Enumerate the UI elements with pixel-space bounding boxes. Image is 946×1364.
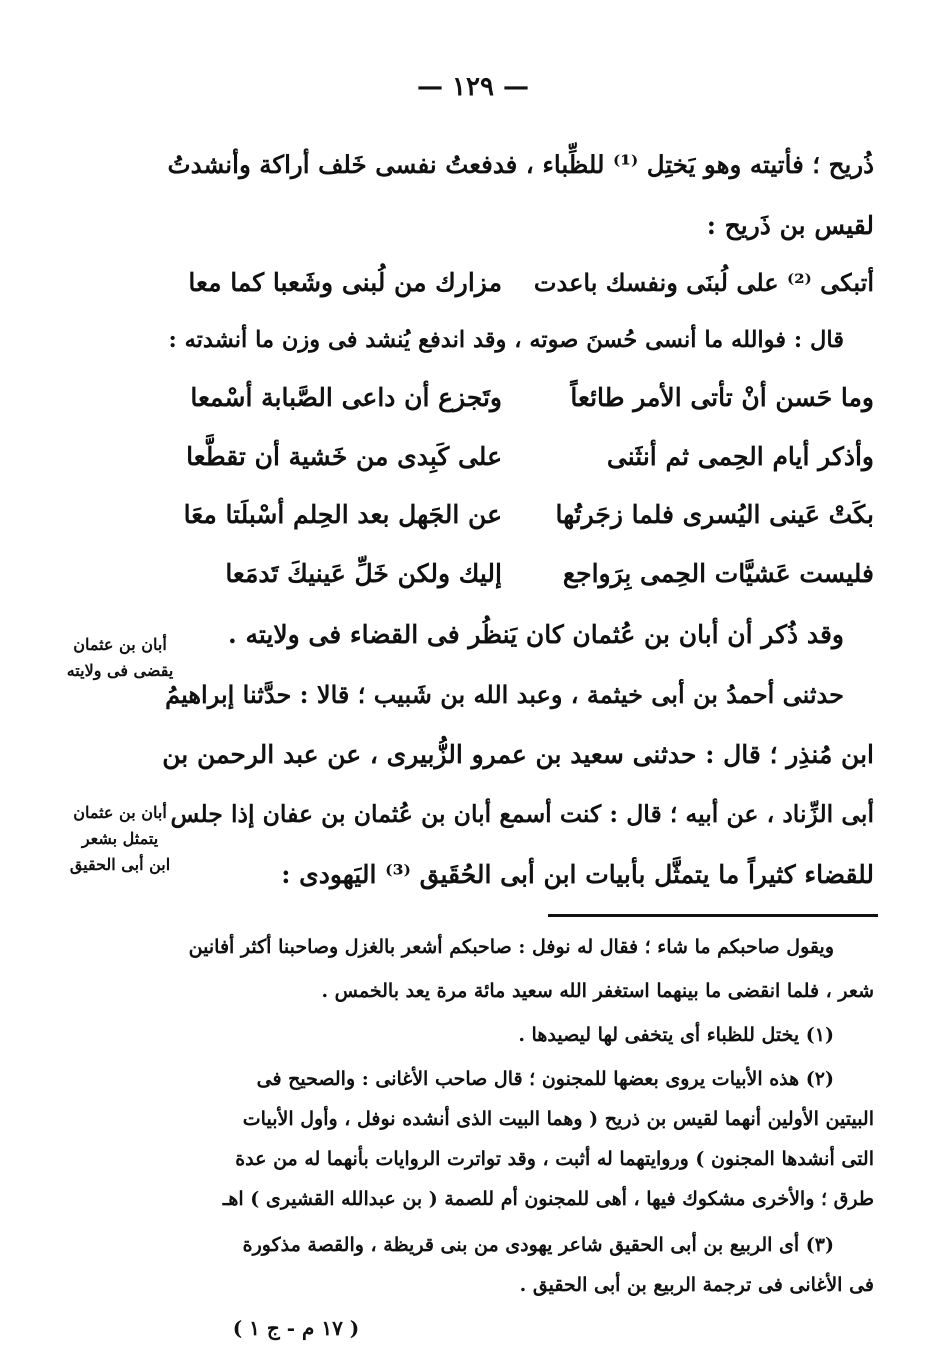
prose-line-2: لقيس بن ذَريح : — [706, 211, 874, 240]
verse-1-second-hemistich: مزارك من لُبنى وشَعبا كما معا — [188, 268, 502, 297]
margin-note-line: يتمثل بشعر — [81, 829, 159, 848]
verse-3-second-hemistich: على كَبِدى من خَشية أن تقطَّعا — [186, 442, 502, 471]
verse-5-second-hemistich: إليك ولكن خَلِّ عَينيكَ تَدمَعا — [225, 559, 502, 588]
verse-1-first-hemistich: أتبكى ⁽²⁾ على لُبنَى ونفسك باعدت — [533, 268, 874, 297]
footnote-continuation-2: شعر ، فلما انقضى ما بينهما استغفر الله سعيد مائة مرة يعد بالخمس . — [321, 980, 874, 1002]
verse-2-second-hemistich: وتَجزع أن داعى الصَّبابة أسْمعا — [190, 383, 502, 412]
verse-5-first-hemistich: فليست عَشيَّات الحِمى بِرَواجع — [562, 559, 874, 588]
footnote-continuation-1: ويقول صاحبكم ما شاء ؛ فقال له نوفل : صاحبكم أشعر بالغزل وصاحبنا أكثر أفانين — [188, 936, 834, 958]
footnote-2-line-1: (٢) هذه الأبيات يروى بعضها للمجنون ؛ قال صاحب الأغانى : والصحيح فى — [256, 1068, 834, 1090]
prose-line-isnad-3: أبى الزِّناد ، عن أبيه ؛ قال : كنت أسمع أبان بن عُثمان بن عفان إذا جلس — [170, 800, 874, 828]
verse-1 — [162, 268, 874, 312]
prose-line-aban: وقد ذُكر أن أبان بن عُثمان كان يَنظُر فى القضاء فى ولايته . — [228, 620, 844, 649]
verse-3 — [162, 442, 874, 486]
prose-line-isnad-1: حدثنى أحمدُ بن أبى خيثمة ، وعبد الله بن شَبيب ؛ قالا : حدَّثنا إبراهيمُ — [165, 680, 844, 709]
margin-note-1 — [60, 632, 180, 684]
verse-5 — [162, 559, 874, 603]
margin-note-line: يقضى فى ولايته — [66, 661, 174, 680]
signature-mark: ( ١٧ م - ج ١ ) — [232, 1316, 360, 1340]
footnote-2-line-2: البيتين الأولين أنهما لقيس بن ذريح ( وهما البيت الذى أنشده نوفل ، وأول الأبيات — [242, 1108, 874, 1130]
page-number: — ١٢٩ — — [416, 72, 530, 102]
verse-2-first-hemistich: وما حَسن أنْ تأتى الأمر طائعاً — [570, 383, 874, 412]
verse-2 — [162, 383, 874, 427]
margin-note-2 — [60, 800, 180, 878]
verse-4-second-hemistich: عن الجَهل بعد الحِلم أسْبلَتا معَا — [183, 500, 502, 529]
footnote-2-line-3: التى أنشدها المجنون ) وروايتهما له أثبت ، وقد تواترت الروايات بأنهما له من عدة — [235, 1148, 874, 1170]
prose-line-1: ذُريح ؛ فأتيته وهو يَختِل ⁽¹⁾ للظِّباء ، فدفعتُ نفسى خَلف أراكة وأنشدتُ — [167, 150, 874, 179]
verse-4 — [162, 500, 874, 544]
margin-note-line: ابن أبى الحقيق — [69, 855, 171, 874]
prose-line-isnad-4: للقضاء كثيراً ما يتمثَّل بأبيات ابن أبى الحُقَيق ⁽³⁾ اليَهودى : — [281, 860, 874, 889]
margin-note-line: أبان بن عثمان — [73, 635, 167, 654]
prose-line-isnad-2: ابن مُنذِر ؛ قال : حدثنى سعيد بن عمرو الزُّبيرى ، عن عبد الرحمن بن — [162, 740, 874, 769]
footnote-separator — [548, 914, 878, 917]
footnote-3-line-2: فى الأغانى فى ترجمة الربيع بن أبى الحقيق . — [519, 1274, 874, 1296]
footnote-2-line-4: طرق ؛ والأخرى مشكوك فيها ، أهى للمجنون أم للصمة ( بن عبدالله القشيرى ) اهـ — [222, 1188, 874, 1210]
footnote-3-line-1: (٣) أى الربيع بن أبى الحقيق شاعر يهودى من بنى قريظة ، والقصة مذكورة — [242, 1234, 834, 1256]
footnote-1: (١) يختل للظباء أى يتخفى لها ليصيدها . — [518, 1024, 834, 1046]
verse-3-first-hemistich: وأذكر أيام الحِمى ثم أنثَنى — [606, 442, 874, 471]
verse-4-first-hemistich: بكَتْ عَينى اليُسرى فلما زجَرتُها — [555, 500, 874, 529]
margin-note-line: أبان بن عثمان — [73, 803, 167, 822]
prose-intro-verses: قال : فوالله ما أنسى حُسنَ صوته ، وقد اندفع يُنشد فى وزن ما أنشدته : — [168, 327, 844, 353]
